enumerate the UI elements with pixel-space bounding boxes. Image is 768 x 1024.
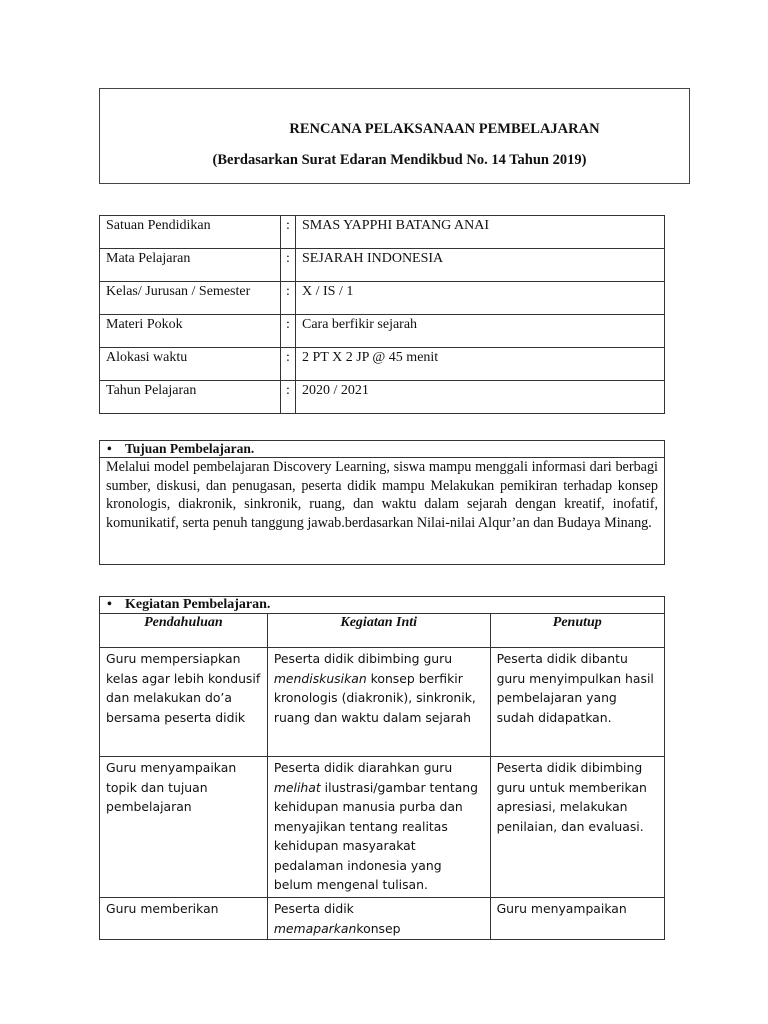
learning-objectives-section <box>99 440 665 565</box>
table-row <box>100 898 665 940</box>
cell-text: konsep <box>356 920 401 936</box>
row-value: 2020 / 2021 <box>296 381 665 414</box>
cell-pendahuluan: Guru memberikan <box>100 898 268 940</box>
row-label: Tahun Pelajaran <box>100 381 281 414</box>
page-title: RENCANA PELAKSANAAN PEMBELAJARAN <box>289 121 600 137</box>
table-row <box>100 315 665 348</box>
column-header-penutup: Penutup <box>490 614 664 648</box>
row-separator: : <box>281 216 296 249</box>
section-heading-text: Kegiatan Pembelajaran. <box>125 597 271 612</box>
table-row <box>100 249 665 282</box>
cell-text: ilustrasi/gambar tentang kehidupan manusia purba dan menyajikan tentang realitas kehidupan masyarakat pedalaman indonesia yang belum mengenal tulisan. <box>273 779 479 892</box>
cell-penutup: Peserta didik dibantu guru menyimpulkan hasil pembelajaran yang sudah didapatkan. <box>490 648 664 757</box>
row-label: Kelas/ Jurusan / Semester <box>100 282 281 315</box>
row-separator: : <box>281 282 296 315</box>
cell-emphasis: memaparkan <box>273 920 357 936</box>
section-heading-text: Tujuan Pembelajaran. <box>125 441 255 456</box>
cell-text: konsep berfikir kronologis (diakronik), sinkronik, ruang dan waktu dalam sejarah <box>273 670 476 725</box>
row-label: Materi Pokok <box>100 315 281 348</box>
row-separator: : <box>281 381 296 414</box>
bullet-icon: • <box>107 597 112 612</box>
document-header-box <box>99 88 690 184</box>
row-label: Alokasi waktu <box>100 348 281 381</box>
table-row <box>100 757 665 898</box>
table-row <box>100 216 665 249</box>
identity-table <box>99 215 665 414</box>
row-separator: : <box>281 315 296 348</box>
cell-emphasis: melihat <box>273 779 321 795</box>
cell-emphasis: mendiskusikan <box>273 670 367 686</box>
row-label: Mata Pelajaran <box>100 249 281 282</box>
page-subtitle: (Berdasarkan Surat Edaran Mendikbud No. 14 Tahun 2019) <box>212 152 587 168</box>
section-heading-row <box>100 597 665 614</box>
cell-kegiatan-inti <box>267 648 490 757</box>
row-value: Cara berfikir sejarah <box>296 315 665 348</box>
row-value: SEJARAH INDONESIA <box>296 249 665 282</box>
row-separator: : <box>281 348 296 381</box>
learning-objectives-heading <box>100 441 664 458</box>
column-header-pendahuluan: Pendahuluan <box>100 614 268 648</box>
row-value: 2 PT X 2 JP @ 45 menit <box>296 348 665 381</box>
cell-text: Peserta didik diarahkan guru <box>273 760 453 775</box>
row-value: X / IS / 1 <box>296 282 665 315</box>
cell-penutup: Peserta didik dibimbing guru untuk memberikan apresiasi, melakukan penilaian, dan evaluasi. <box>490 757 664 898</box>
row-separator: : <box>281 249 296 282</box>
cell-kegiatan-inti <box>267 757 490 898</box>
cell-text: Peserta didik dibimbing guru <box>273 651 453 666</box>
learning-activities-heading <box>100 597 665 614</box>
row-label: Satuan Pendidikan <box>100 216 281 249</box>
column-header-kegiatan-inti: Kegiatan Inti <box>267 614 490 648</box>
cell-penutup: Guru menyampaikan <box>490 898 664 940</box>
row-value: SMAS YAPPHI BATANG ANAI <box>296 216 665 249</box>
column-header-row <box>100 614 665 648</box>
table-row <box>100 348 665 381</box>
learning-objectives-text: Melalui model pembelajaran Discovery Learning, siswa mampu menggali informasi dari berbagi sumber, diskusi, dan penugasan, peserta didik mampu Melakukan pemikiran terhadap konsep kronologis, diakronik, sinkronik, ruang, dan waktu dalam sejarah dengan kreatif, inofatif, komunikatif, serta penuh tanggung jawab.berdasarkan Nilai-nilai Alqur’an dan Budaya Minang. <box>106 459 658 531</box>
cell-text: Peserta didik <box>273 901 354 916</box>
table-row <box>100 282 665 315</box>
bullet-icon: • <box>107 441 112 456</box>
table-row <box>100 648 665 757</box>
cell-pendahuluan: Guru mempersiapkan kelas agar lebih kondusif dan melakukan do’a bersama peserta didik <box>100 648 268 757</box>
cell-pendahuluan: Guru menyampaikan topik dan tujuan pembelajaran <box>100 757 268 898</box>
table-row <box>100 381 665 414</box>
learning-activities-table <box>99 596 665 940</box>
cell-kegiatan-inti <box>267 898 490 940</box>
